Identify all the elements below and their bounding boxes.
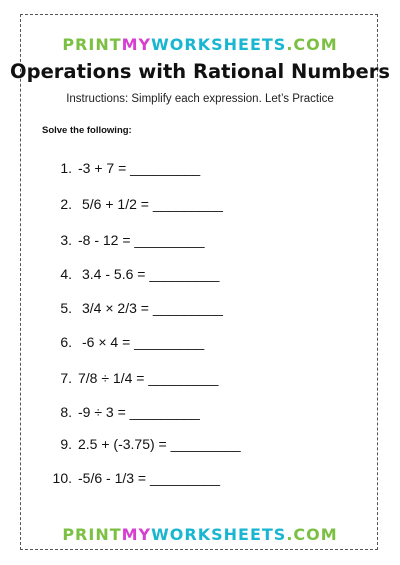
problem-expression: -6 × 4 = _________ [82, 334, 205, 350]
problem-expression: 3.4 - 5.6 = _________ [82, 266, 220, 282]
brand-logo-bottom [0, 526, 400, 544]
problem-number: 5. [60, 300, 72, 316]
brand-my: MY [121, 525, 152, 544]
brand-print: PRINT [62, 35, 122, 54]
solve-label: Solve the following: [42, 125, 132, 136]
page-title: Operations with Rational Numbers [10, 60, 390, 83]
brand-com: .COM [286, 525, 338, 544]
brand-print: PRINT [62, 525, 122, 544]
problem-number: 4. [60, 266, 72, 282]
problem-number: 3. [60, 232, 72, 248]
problem-expression: -9 ÷ 3 = _________ [78, 404, 200, 420]
brand-worksheets: WORKSHEETS [151, 525, 287, 544]
problem-expression: 3/4 × 2/3 = _________ [82, 300, 223, 316]
problem-number: 10. [52, 470, 72, 486]
problem-number: 1. [60, 160, 72, 176]
problem-expression: -5/6 - 1/3 = _________ [78, 470, 221, 486]
problem-expression: 5/6 + 1/2 = _________ [82, 196, 223, 212]
brand-com: .COM [286, 35, 338, 54]
problem-expression: -8 - 12 = _________ [78, 232, 205, 248]
brand-logo-top [0, 36, 400, 54]
brand-my: MY [121, 35, 152, 54]
problem-expression: -3 + 7 = _________ [78, 160, 201, 176]
problem-number: 7. [60, 370, 72, 386]
problem-expression: 2.5 + (-3.75) = _________ [78, 436, 241, 452]
instructions-text: Instructions: Simplify each expression. Let’s Practice [66, 93, 334, 105]
problem-number: 6. [60, 334, 72, 350]
problem-number: 2. [60, 196, 72, 212]
problem-number: 8. [60, 404, 72, 420]
problem-expression: 7/8 ÷ 1/4 = _________ [78, 370, 219, 386]
brand-worksheets: WORKSHEETS [151, 35, 287, 54]
problem-number: 9. [60, 436, 72, 452]
